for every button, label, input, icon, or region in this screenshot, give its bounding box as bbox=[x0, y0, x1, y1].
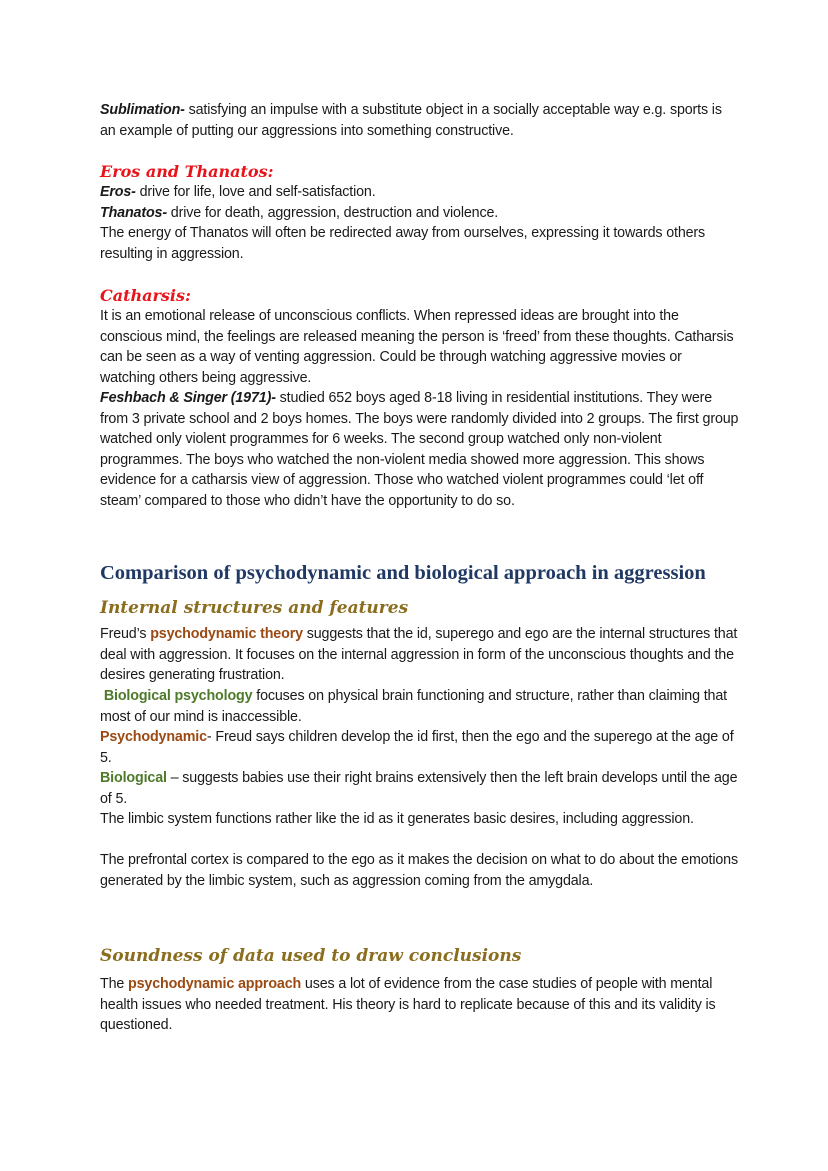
catharsis-definition: It is an emotional release of unconscious conflicts. When repressed ideas are brought into the conscious mind, the feelings are released meaning the person is ‘freed’ from these thoughts. Catharsis can be seen as a way of venting aggression. Could be through watching aggressive movies or watching others being aggressive. bbox=[100, 308, 734, 386]
thanatos-term: Thanatos- bbox=[100, 205, 167, 221]
freud-theory-text: suggests that the id, superego and ego are the internal structures that deal with aggression. It focuses on the internal aggression in form of the unconscious thoughts and the desires generating frustration. bbox=[100, 626, 738, 683]
psychodynamic-development-text: - Freud says children develop the id first, then the ego and the superego at the age of 5. bbox=[100, 729, 734, 766]
soundness-heading: Soundness of data used to draw conclusions bbox=[100, 946, 522, 966]
comparison-heading: Comparison of psychodynamic and biological approach in aggression bbox=[100, 562, 706, 584]
thanatos-text: drive for death, aggression, destruction and violence. bbox=[166, 205, 499, 221]
soundness-prefix: The bbox=[100, 976, 129, 992]
eros-text: drive for life, love and self-satisfaction. bbox=[135, 184, 376, 200]
soundness-text: uses a lot of evidence from the case studies of people with mental health issues who needed treatment. His theory is hard to replicate because of this and its validity is questioned. bbox=[100, 976, 716, 1033]
eros-term: Eros- bbox=[100, 184, 136, 200]
thanatos-definition bbox=[100, 203, 740, 224]
soundness-paragraph bbox=[100, 974, 740, 1036]
biological-psychology-highlight: Biological psychology bbox=[103, 688, 253, 704]
psychodynamic-theory-highlight: psychodynamic theory bbox=[150, 626, 303, 642]
sublimation-paragraph bbox=[100, 100, 740, 141]
study-citation: Feshbach & Singer (1971)- bbox=[100, 390, 276, 406]
psychodynamic-development-paragraph bbox=[100, 727, 740, 768]
internal-structures-heading: Internal structures and features bbox=[100, 598, 409, 618]
biological-development-text: – suggests babies use their right brains extensively then the left brain develops until the age of 5. bbox=[100, 770, 738, 807]
freud-prefix: Freud’s bbox=[100, 626, 151, 642]
study-text: studied 652 boys aged 8-18 living in residential institutions. They were from 3 private school and 2 boys homes. The boys were randomly divided into 2 groups. The first group watched only violent programmes for 6 weeks. The second group watched only non-violent programmes. The boys who watched the non-violent media showed more aggression. This shows evidence for a catharsis view of aggression. Those who watched violent programmes could ‘let off steam’ compared to those who didn’t have the opportunity to do so. bbox=[100, 390, 739, 509]
psychodynamic-highlight: Psychodynamic bbox=[100, 729, 207, 745]
feshbach-singer-study bbox=[100, 388, 740, 511]
prefrontal-cortex-paragraph: The prefrontal cortex is compared to the ego as it makes the decision on what to do about the emotions generated by the limbic system, such as aggression coming from the amygdala. bbox=[100, 852, 738, 889]
biological-highlight: Biological bbox=[100, 770, 167, 786]
sublimation-text: satisfying an impulse with a substitute object in a socially acceptable way e.g. sports is an example of putting our aggressions into something constructive. bbox=[100, 102, 722, 139]
psychodynamic-approach-highlight: psychodynamic approach bbox=[128, 976, 302, 992]
limbic-system-paragraph: The limbic system functions rather like the id as it generates basic desires, including aggression. bbox=[100, 811, 694, 827]
biological-psychology-paragraph bbox=[100, 686, 740, 727]
catharsis-heading: Catharsis: bbox=[100, 286, 191, 305]
biological-development-paragraph bbox=[100, 768, 740, 809]
freud-theory-paragraph bbox=[100, 624, 740, 686]
thanatos-energy-paragraph: The energy of Thanatos will often be redirected away from ourselves, expressing it towards others resulting in aggression. bbox=[100, 225, 706, 262]
eros-thanatos-heading: Eros and Thanatos: bbox=[100, 162, 274, 181]
sublimation-term: Sublimation- bbox=[100, 102, 185, 118]
eros-definition bbox=[100, 182, 740, 203]
biological-psychology-text: focuses on physical brain functioning and structure, rather than claiming that most of our mind is inaccessible. bbox=[100, 688, 727, 725]
